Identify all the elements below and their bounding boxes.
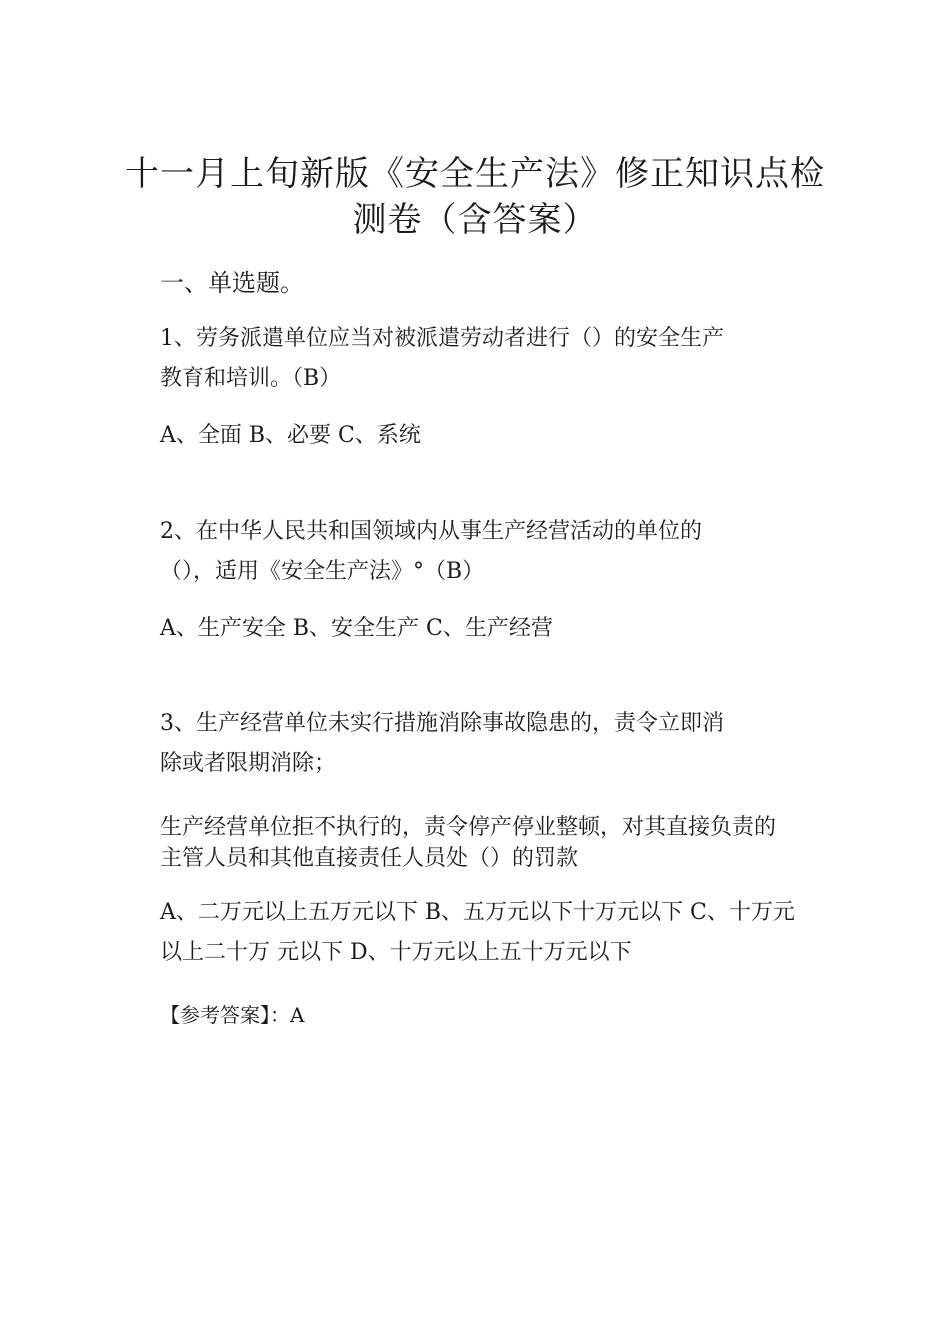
question-3-options-line-1: A、二万元以上五万元以下 B、五万元以下十万元以下 C、十万元 (160, 900, 795, 925)
question-2-options: A、生产安全 B、安全生产 C、生产经营 (160, 616, 553, 641)
question-1-text-line-2: 教育和培训。（B） (160, 366, 342, 391)
question-3-options-line-2: 以上二十万 元以下 D、十万元以上五十万元以下 (160, 940, 632, 965)
question-3-text-line-3: 生产经营单位拒不执行的，责令停产停业整顿，对其直接负责的 (160, 815, 777, 840)
document-title-line-1: 十一月上旬新版《安全生产法》修正知识点检 (125, 154, 825, 194)
section-heading: 一、单选题。 (160, 269, 304, 297)
question-3-text-line-4: 主管人员和其他直接责任人员处（）的罚款 (160, 846, 579, 871)
question-3-text-line-2: 除或者限期消除； (160, 751, 337, 776)
question-1-text-line-1: 1、劳务派遣单位应当对被派遣劳动者进行（）的安全生产 (160, 326, 724, 351)
question-2-text-line-1: 2、在中华人民共和国领域内从事生产经营活动的单位的 (160, 519, 702, 544)
document-title-line-2: 测卷（含答案） (352, 200, 598, 240)
question-2-text-line-2: （），适用《安全生产法》°（B） (160, 559, 485, 584)
question-1-options: A、全面 B、必要 C、系统 (160, 423, 421, 448)
question-3-answer: 【参考答案】：A (160, 1003, 305, 1027)
question-3-text-line-1: 3、生产经营单位未实行措施消除事故隐患的，责令立即消 (160, 711, 724, 736)
